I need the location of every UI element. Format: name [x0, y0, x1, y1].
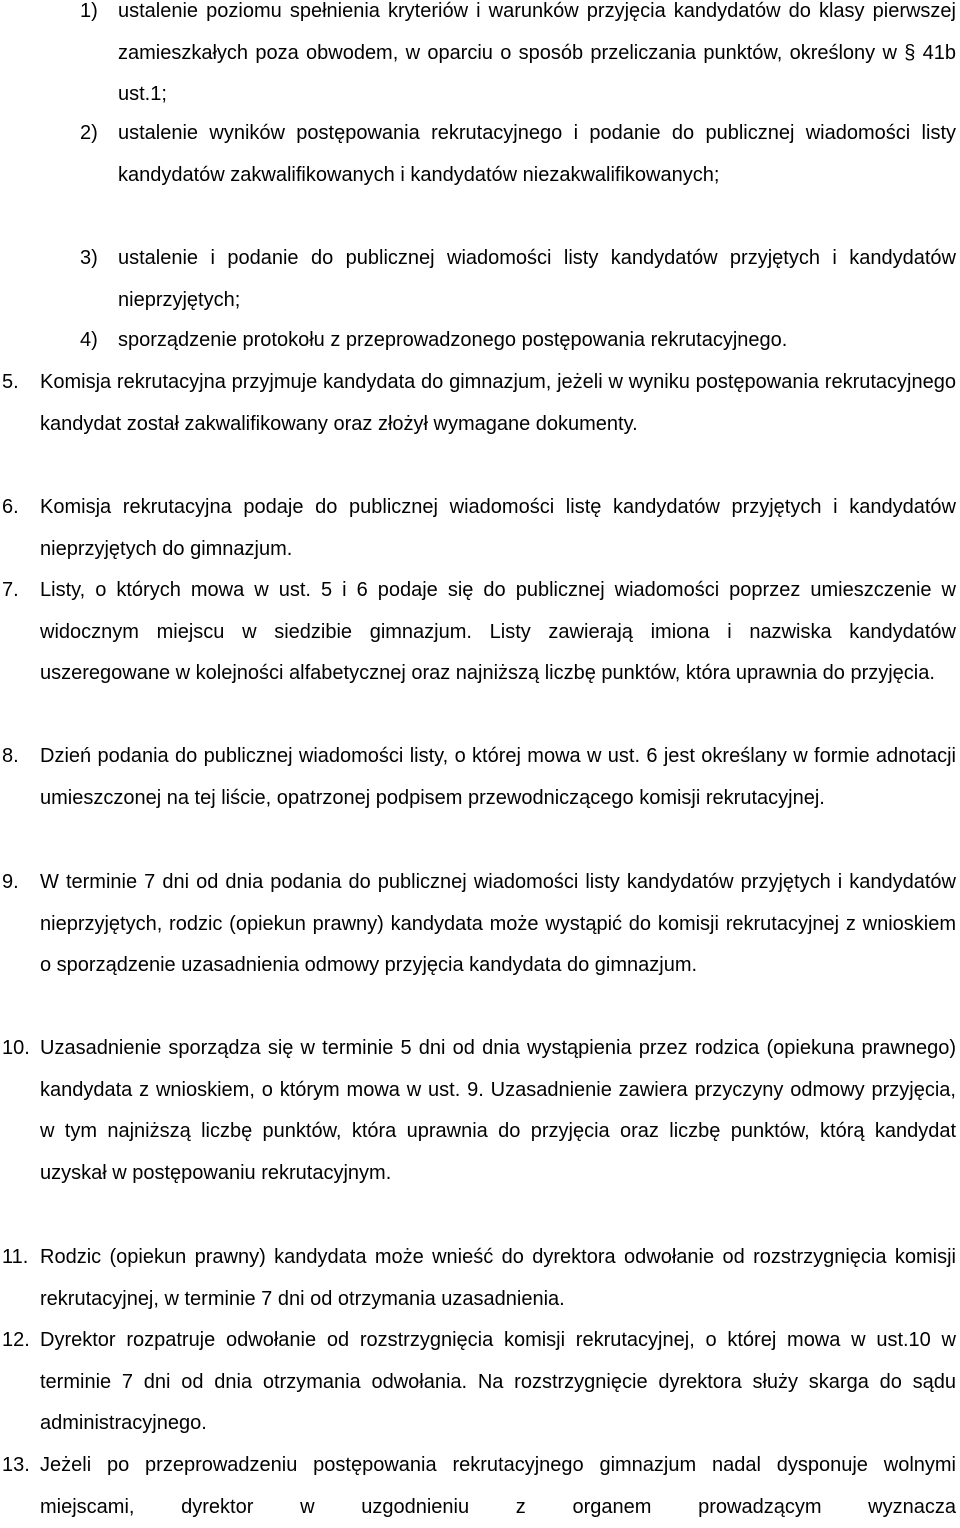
paragraph-number: 10.: [2, 1037, 30, 1059]
paragraph-11: [2, 1237, 956, 1320]
paragraph-9: [2, 862, 956, 987]
sub-item-3: [80, 238, 956, 321]
paragraph-text: W terminie 7 dni od dnia podania do publicznej wiadomości listy kandydatów przyjętych i kandydatów nieprzyjętych, rodzic (opiekun prawny) kandydata może wystąpić do komisji rekrutacyjnej z wnioskiem o sporządzenie uzasadnienia odmowy przyjęcia kandydata do gimnazjum.: [40, 871, 956, 977]
paragraph-number: 8.: [2, 745, 19, 767]
sub-item-1: [80, 0, 956, 116]
paragraph-10: [2, 1028, 956, 1194]
sub-item-4: [80, 320, 956, 362]
paragraph-text: Uzasadnienie sporządza się w terminie 5 dni od dnia wystąpienia przez rodzica (opiekuna prawnego) kandydata z wnioskiem, o którym mowa w ust. 9. Uzasadnienie zawiera przyczyny odmowy przyjęcia, w tym najniższą liczbę punktów, która uprawnia do przyjęcia oraz liczbę punktów, którą kandydat uzyskał w postępowaniu rekrutacyjnym.: [40, 1037, 956, 1184]
sub-item-text: ustalenie wyników postępowania rekrutacyjnego i podanie do publicznej wiadomości listy kandydatów zakwalifikowanych i kandydatów niezakwalifikowanych;: [118, 122, 956, 186]
paragraph-13: [2, 1445, 956, 1528]
paragraph-number: 11.: [2, 1246, 29, 1268]
paragraph-12: [2, 1320, 956, 1445]
paragraph-number: 5.: [2, 371, 19, 393]
paragraph-text: Listy, o których mowa w ust. 5 i 6 podaje się do publicznej wiadomości poprzez umieszczenie w widocznym miejscu w siedzibie gimnazjum. Listy zawierają imiona i nazwiska kandydatów uszeregowane w kolejności alfabetycznej oraz najniższą liczbę punktów, która uprawnia do przyjęcia.: [40, 579, 956, 685]
sub-item-number: 2): [80, 122, 98, 144]
sub-item-text: sporządzenie protokołu z przeprowadzonego postępowania rekrutacyjnego.: [118, 329, 788, 351]
paragraph-text: Jeżeli po przeprowadzeniu postępowania rekrutacyjnego gimnazjum nadal dysponuje wolnymi miejscami, dyrektor w uzgodnieniu z organem prowadzącym wyznacza: [40, 1454, 956, 1518]
paragraph-number: 9.: [2, 871, 19, 893]
sub-item-2: [80, 113, 956, 196]
paragraph-text: Komisja rekrutacyjna podaje do publicznej wiadomości listę kandydatów przyjętych i kandydatów nieprzyjętych do gimnazjum.: [40, 496, 956, 560]
paragraph-number: 12.: [2, 1329, 30, 1351]
sub-item-number: 1): [80, 0, 98, 22]
paragraph-6: [2, 487, 956, 570]
paragraph-number: 6.: [2, 496, 19, 518]
paragraph-text: Dyrektor rozpatruje odwołanie od rozstrzygnięcia komisji rekrutacyjnej, o której mowa w ust.10 w terminie 7 dni od dnia otrzymania odwołania. Na rozstrzygnięcie dyrektora służy skarga do sądu administracyjnego.: [40, 1329, 956, 1435]
paragraph-8: [2, 736, 956, 819]
paragraph-number: 7.: [2, 579, 19, 601]
paragraph-7: [2, 570, 956, 695]
paragraph-text: Komisja rekrutacyjna przyjmuje kandydata do gimnazjum, jeżeli w wyniku postępowania rekrutacyjnego kandydat został zakwalifikowany oraz złożył wymagane dokumenty.: [40, 371, 956, 435]
paragraph-number: 13.: [2, 1454, 30, 1476]
paragraph-5: [2, 362, 956, 445]
paragraph-text: Dzień podania do publicznej wiadomości listy, o której mowa w ust. 6 jest określany w formie adnotacji umieszczonej na tej liście, opatrzonej podpisem przewodniczącego komisji rekrutacyjnej.: [40, 745, 956, 809]
sub-item-number: 4): [80, 329, 98, 351]
sub-item-text: ustalenie poziomu spełnienia kryteriów i warunków przyjęcia kandydatów do klasy pierwszej zamieszkałych poza obwodem, w oparciu o sposób przeliczania punktów, określony w § 41b ust.1;: [118, 0, 956, 106]
paragraph-text: Rodzic (opiekun prawny) kandydata może wnieść do dyrektora odwołanie od rozstrzygnięcia komisji rekrutacyjnej, w terminie 7 dni od otrzymania uzasadnienia.: [40, 1246, 956, 1310]
sub-item-text: ustalenie i podanie do publicznej wiadomości listy kandydatów przyjętych i kandydatów nieprzyjętych;: [118, 247, 956, 311]
sub-item-number: 3): [80, 247, 98, 269]
